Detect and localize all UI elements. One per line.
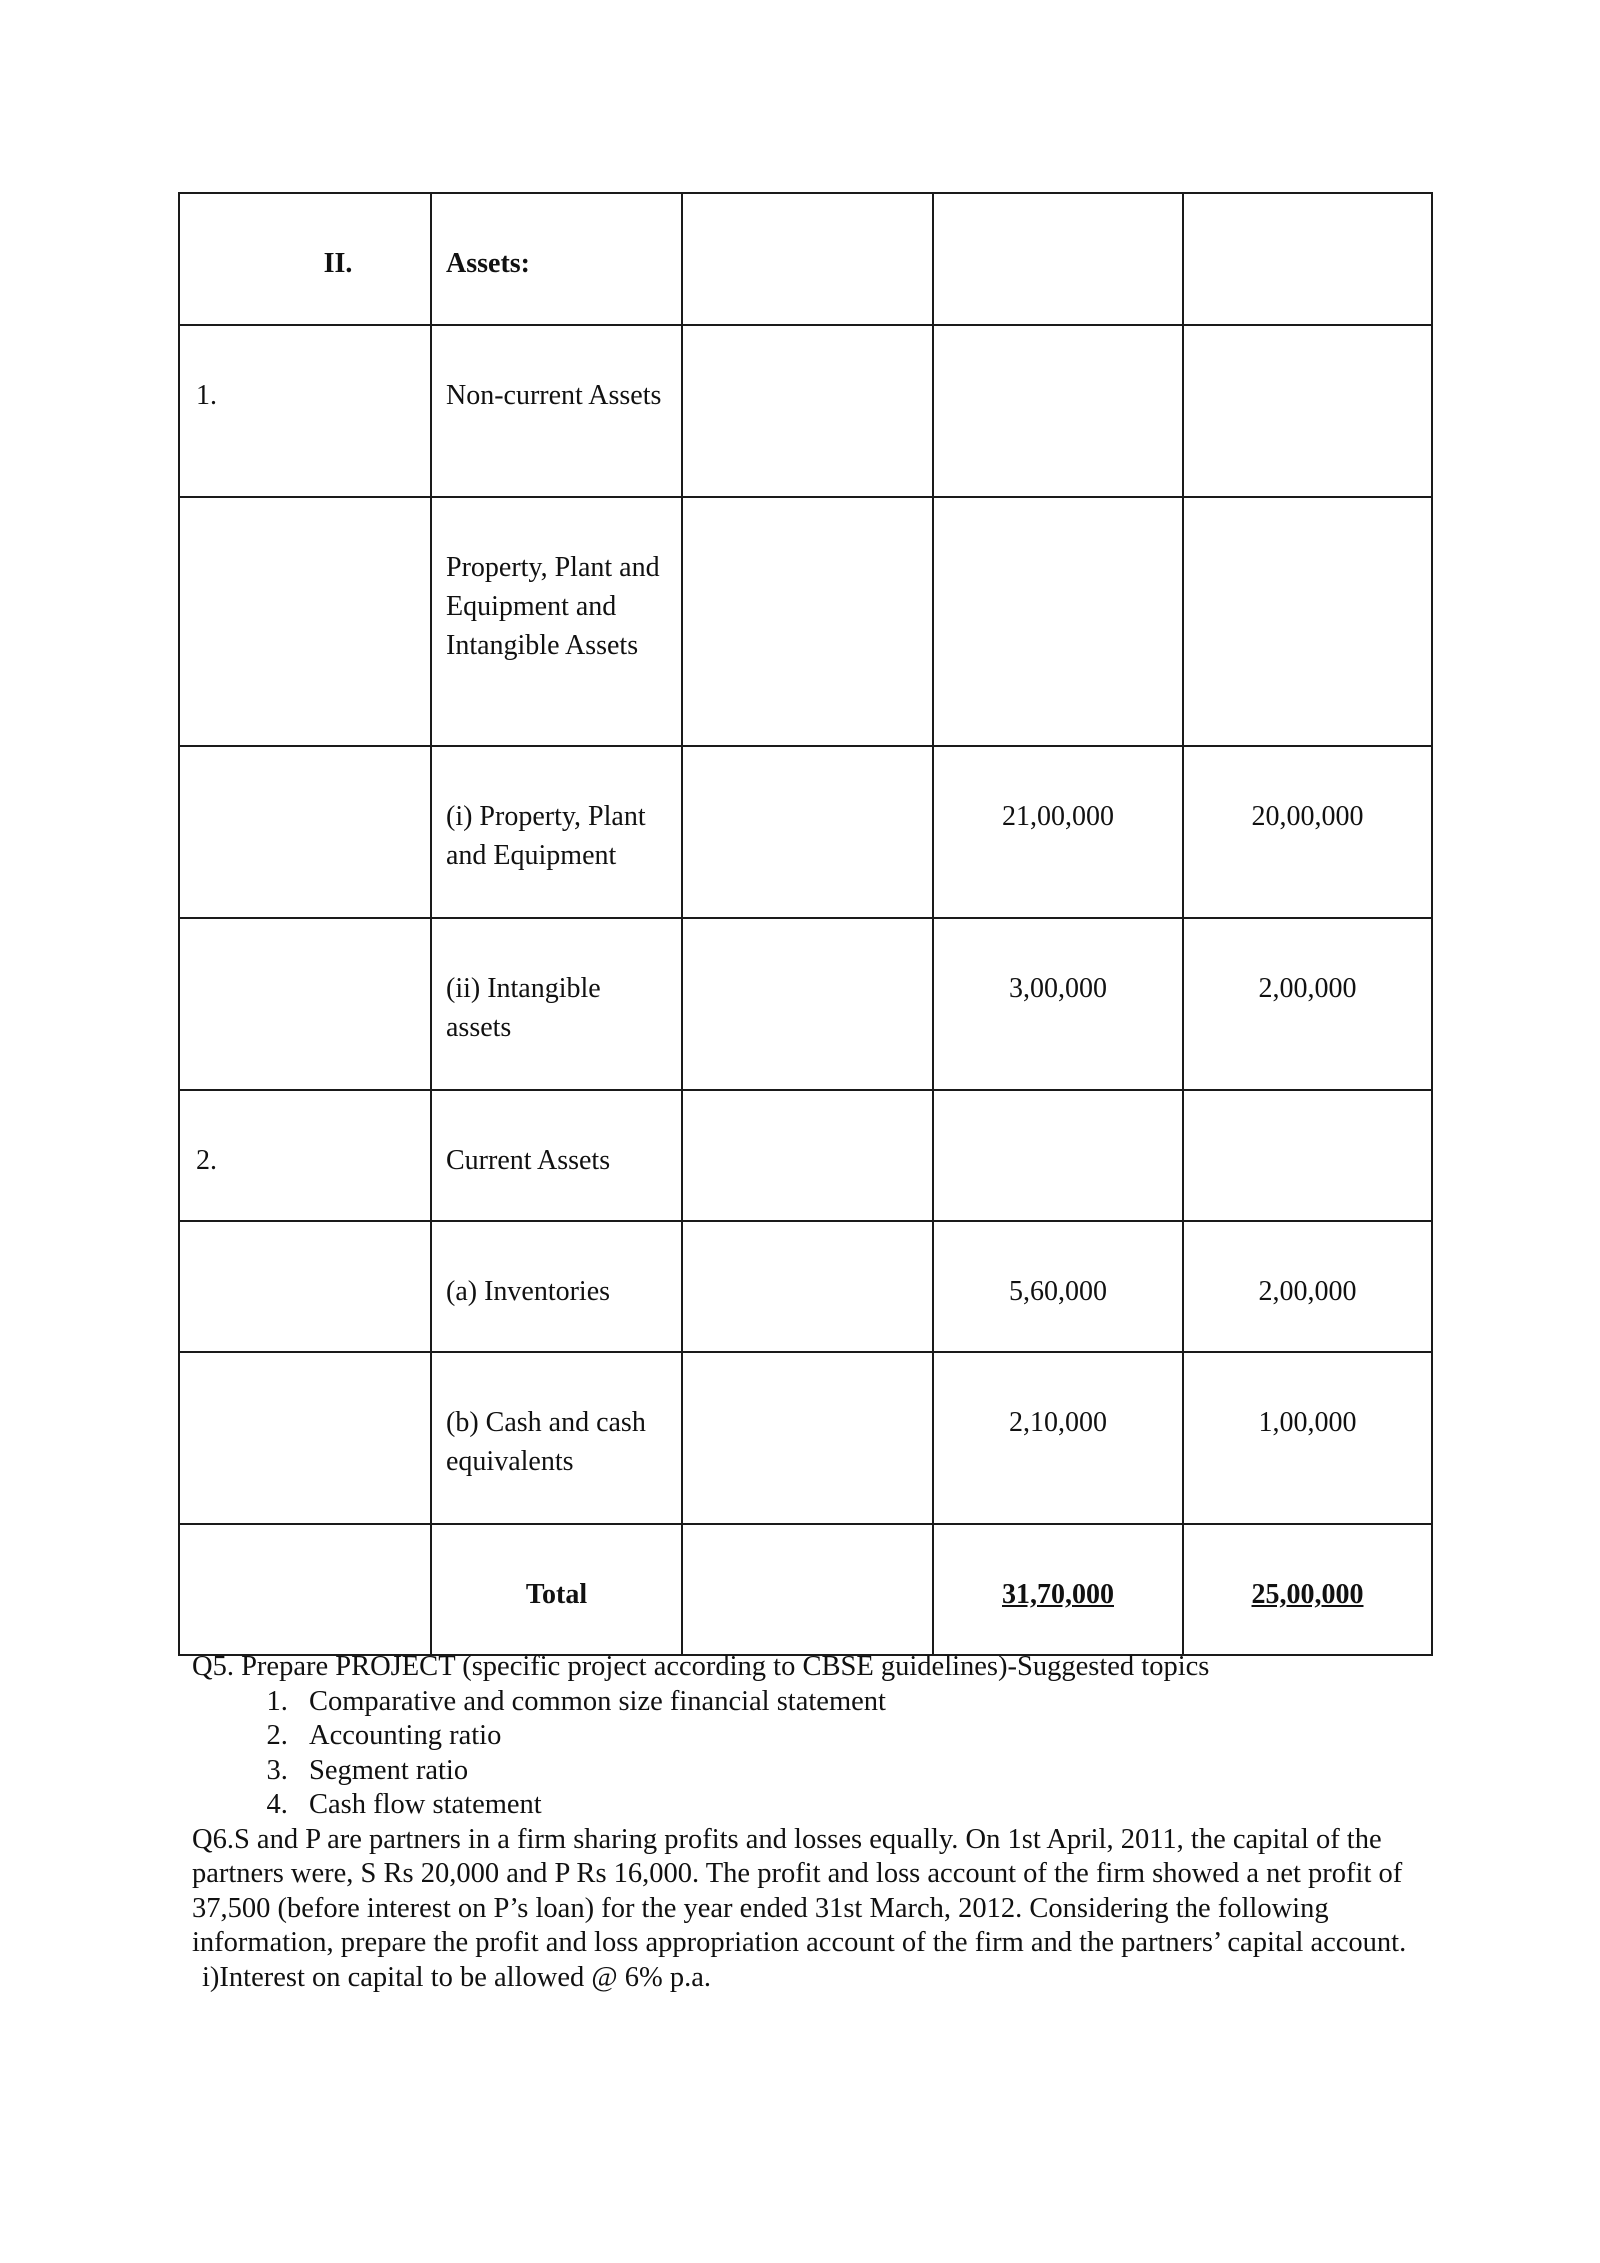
current-year-cell: 5,60,000 (933, 1221, 1183, 1352)
note-cell (682, 1090, 933, 1221)
current-year-cell: 2,10,000 (933, 1352, 1183, 1524)
table-row (179, 746, 1432, 918)
total-previous-year-cell (1183, 1524, 1432, 1655)
table-row (179, 325, 1432, 497)
total-current-year-cell (933, 1524, 1183, 1655)
previous-year-cell: 1,00,000 (1183, 1352, 1432, 1524)
row-number-cell (179, 1221, 431, 1352)
suggested-topics-list (192, 1685, 1432, 1823)
balance-sheet-table (178, 192, 1433, 1656)
current-year-cell (933, 193, 1183, 325)
particulars-cell: (i) Property, Plant and Equipment (431, 746, 682, 918)
previous-year-cell (1183, 1090, 1432, 1221)
previous-year-cell (1183, 325, 1432, 497)
row-number-cell (179, 497, 431, 746)
questions-section (192, 1650, 1432, 1995)
particulars-cell: Current Assets (431, 1090, 682, 1221)
current-year-cell: 21,00,000 (933, 746, 1183, 918)
list-item: 1. Comparative and common size financial statement (295, 1685, 1432, 1720)
question-6: Q6.S and P are partners in a firm sharing profits and losses equally. On 1st April, 2011, the capital of the partners were, S Rs 20,000 and P Rs 16,000. The profit and loss account of the firm showed a net profit of 37,500 (before interest on P’s loan) for the year ended 31st March, 2012. Considering the following information, prepare the profit and loss appropriation account of the firm and the partners’ capital account. (192, 1823, 1407, 1958)
previous-year-cell: 2,00,000 (1183, 918, 1432, 1090)
total-label-cell: Total (431, 1524, 682, 1655)
note-cell (682, 1524, 933, 1655)
row-number-cell (179, 918, 431, 1090)
current-year-cell (933, 325, 1183, 497)
particulars-cell: Non-current Assets (431, 325, 682, 497)
current-year-cell: 3,00,000 (933, 918, 1183, 1090)
particulars-cell: Assets: (431, 193, 682, 325)
particulars-cell: (b) Cash and cash equivalents (431, 1352, 682, 1524)
row-number-cell (179, 746, 431, 918)
row-number-cell: II. (179, 193, 431, 325)
row-number-cell: 2. (179, 1090, 431, 1221)
row-number-cell: 1. (179, 325, 431, 497)
list-item: 4. Cash flow statement (295, 1788, 1432, 1823)
note-cell (682, 1221, 933, 1352)
list-item: 2. Accounting ratio (295, 1719, 1432, 1754)
note-cell (682, 746, 933, 918)
total-current-year-value: 31,70,000 (1002, 1579, 1114, 1610)
question-6-point-i: i)Interest on capital to be allowed @ 6% p.a. (202, 1961, 711, 1993)
previous-year-cell: 20,00,000 (1183, 746, 1432, 918)
question-5: Q5. Prepare PROJECT (specific project according to CBSE guidelines)-Suggested topics (192, 1651, 1210, 1682)
total-previous-year-value: 25,00,000 (1251, 1579, 1364, 1610)
table-row (179, 1090, 1432, 1221)
table-row-total (179, 1524, 1432, 1655)
note-cell (682, 193, 933, 325)
particulars-cell: (ii) Intangible assets (431, 918, 682, 1090)
current-year-cell (933, 1090, 1183, 1221)
table-row (179, 918, 1432, 1090)
note-cell (682, 497, 933, 746)
list-item: 3. Segment ratio (295, 1754, 1432, 1789)
row-number-cell (179, 1524, 431, 1655)
note-cell (682, 325, 933, 497)
note-cell (682, 918, 933, 1090)
previous-year-cell (1183, 193, 1432, 325)
note-cell (682, 1352, 933, 1524)
row-number-cell (179, 1352, 431, 1524)
table-row (179, 193, 1432, 325)
particulars-cell: Property, Plant and Equipment and Intangible Assets (431, 497, 682, 746)
particulars-cell: (a) Inventories (431, 1221, 682, 1352)
table-row (179, 1221, 1432, 1352)
previous-year-cell: 2,00,000 (1183, 1221, 1432, 1352)
previous-year-cell (1183, 497, 1432, 746)
table-row (179, 1352, 1432, 1524)
current-year-cell (933, 497, 1183, 746)
table-row (179, 497, 1432, 746)
